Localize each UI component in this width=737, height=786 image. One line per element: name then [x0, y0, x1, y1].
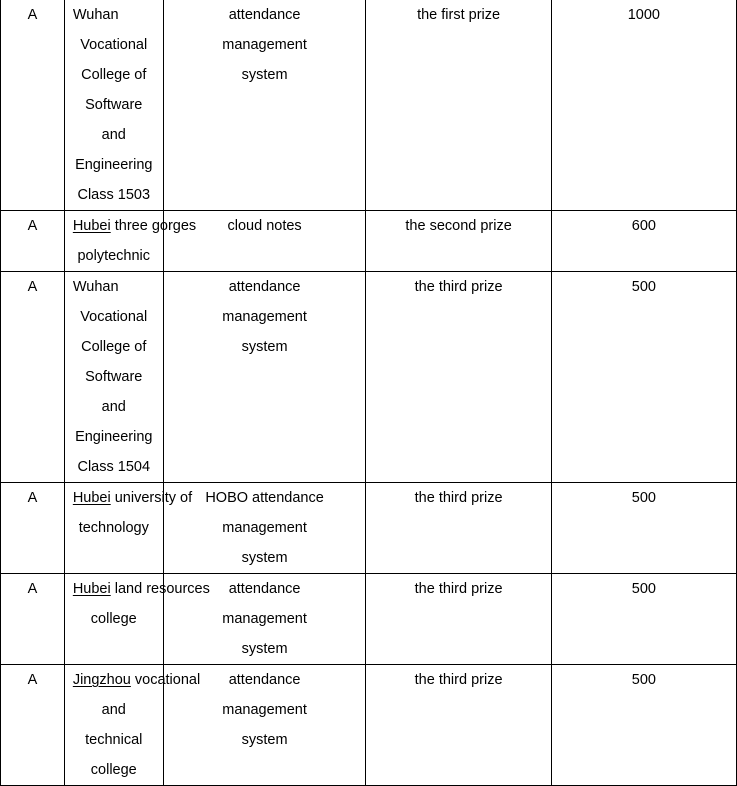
- school-line: [65, 211, 197, 241]
- prize-value: the third prize: [414, 581, 503, 597]
- cell-school: [64, 0, 163, 211]
- money-value: 1000: [627, 7, 660, 23]
- project-line: management: [222, 702, 307, 718]
- money-value: 600: [631, 218, 656, 234]
- table-row: [1, 665, 737, 786]
- project-line: system: [241, 550, 288, 566]
- school-underlined-token: Hubei: [72, 218, 111, 234]
- cell-prize: [366, 665, 551, 786]
- cell-school: [64, 272, 163, 483]
- project-line: management: [222, 520, 307, 536]
- table-body: [1, 0, 737, 786]
- money-value: 500: [631, 581, 656, 597]
- project-line: HOBO attendance: [205, 490, 324, 506]
- grade-value: A: [27, 672, 38, 688]
- money-value: 500: [631, 490, 656, 506]
- school-underlined-token: Jingzhou: [72, 672, 131, 688]
- school-line-rest: vocational: [130, 672, 201, 688]
- project-line: system: [241, 732, 288, 748]
- project-line: attendance: [228, 581, 301, 597]
- project-line: attendance: [228, 279, 301, 295]
- prize-value: the third prize: [414, 279, 503, 295]
- cell-grade: [1, 211, 65, 272]
- project-line: management: [222, 611, 307, 627]
- grade-value: A: [27, 581, 38, 597]
- cell-money: [551, 574, 736, 665]
- school-line: polytechnic: [77, 248, 151, 264]
- school-line: [65, 574, 210, 604]
- cell-school: [64, 574, 210, 665]
- cell-money: [551, 211, 736, 272]
- cell-school: [64, 665, 201, 786]
- school-line: Class 1503: [77, 187, 151, 203]
- project-line: management: [222, 309, 307, 325]
- project-line: management: [222, 37, 307, 53]
- table-row: [1, 483, 737, 574]
- school-line: Class 1504: [77, 459, 151, 475]
- cell-prize: [366, 483, 551, 574]
- project-line: cloud notes: [227, 218, 302, 234]
- cell-prize: [366, 211, 551, 272]
- school-line: and Engineering: [75, 127, 153, 173]
- cell-grade: [1, 483, 65, 574]
- money-value: 500: [631, 279, 656, 295]
- school-line: College of Software: [81, 339, 147, 385]
- school-line: [65, 665, 201, 695]
- school-line: Wuhan Vocational: [72, 279, 148, 325]
- cell-grade: [1, 272, 65, 483]
- cell-grade: [1, 574, 65, 665]
- project-line: system: [241, 67, 288, 83]
- school-underlined-token: Hubei: [72, 581, 111, 597]
- project-line: attendance: [228, 672, 301, 688]
- table-row: [1, 272, 737, 483]
- cell-school: [64, 483, 193, 574]
- school-line-rest: three gorges: [110, 218, 197, 234]
- school-line: college: [90, 611, 137, 627]
- school-line: College of Software: [81, 67, 147, 113]
- grade-value: A: [27, 7, 38, 23]
- project-line: system: [241, 641, 288, 657]
- table-row: [1, 0, 737, 211]
- cell-money: [551, 272, 736, 483]
- table-row: [1, 574, 737, 665]
- cell-prize: [366, 272, 551, 483]
- cell-grade: [1, 665, 65, 786]
- cell-money: [551, 0, 736, 211]
- grade-value: A: [27, 218, 38, 234]
- prize-value: the second prize: [405, 218, 512, 234]
- school-line: and technical college: [85, 702, 143, 778]
- school-line-rest: university of: [110, 490, 193, 506]
- cell-project: [163, 483, 366, 574]
- cell-money: [551, 665, 736, 786]
- money-value: 500: [631, 672, 656, 688]
- grade-value: A: [27, 279, 38, 295]
- project-line: system: [241, 339, 288, 355]
- school-line: [65, 483, 193, 513]
- school-line: and Engineering: [75, 399, 153, 445]
- school-underlined-token: Hubei: [72, 490, 111, 506]
- cell-prize: [366, 574, 551, 665]
- cell-project: [163, 0, 366, 211]
- cell-grade: [1, 0, 65, 211]
- school-line: technology: [78, 520, 149, 536]
- school-line-rest: land resources: [110, 581, 210, 597]
- cell-money: [551, 483, 736, 574]
- table-row: [1, 211, 737, 272]
- grade-value: A: [27, 490, 38, 506]
- prize-value: the third prize: [414, 490, 503, 506]
- cell-prize: [366, 0, 551, 211]
- cell-project: [163, 272, 366, 483]
- school-line: Wuhan Vocational: [72, 7, 148, 53]
- project-line: attendance: [228, 7, 301, 23]
- cell-school: [64, 211, 197, 272]
- prize-value: the third prize: [414, 672, 503, 688]
- prize-value: the first prize: [417, 7, 501, 23]
